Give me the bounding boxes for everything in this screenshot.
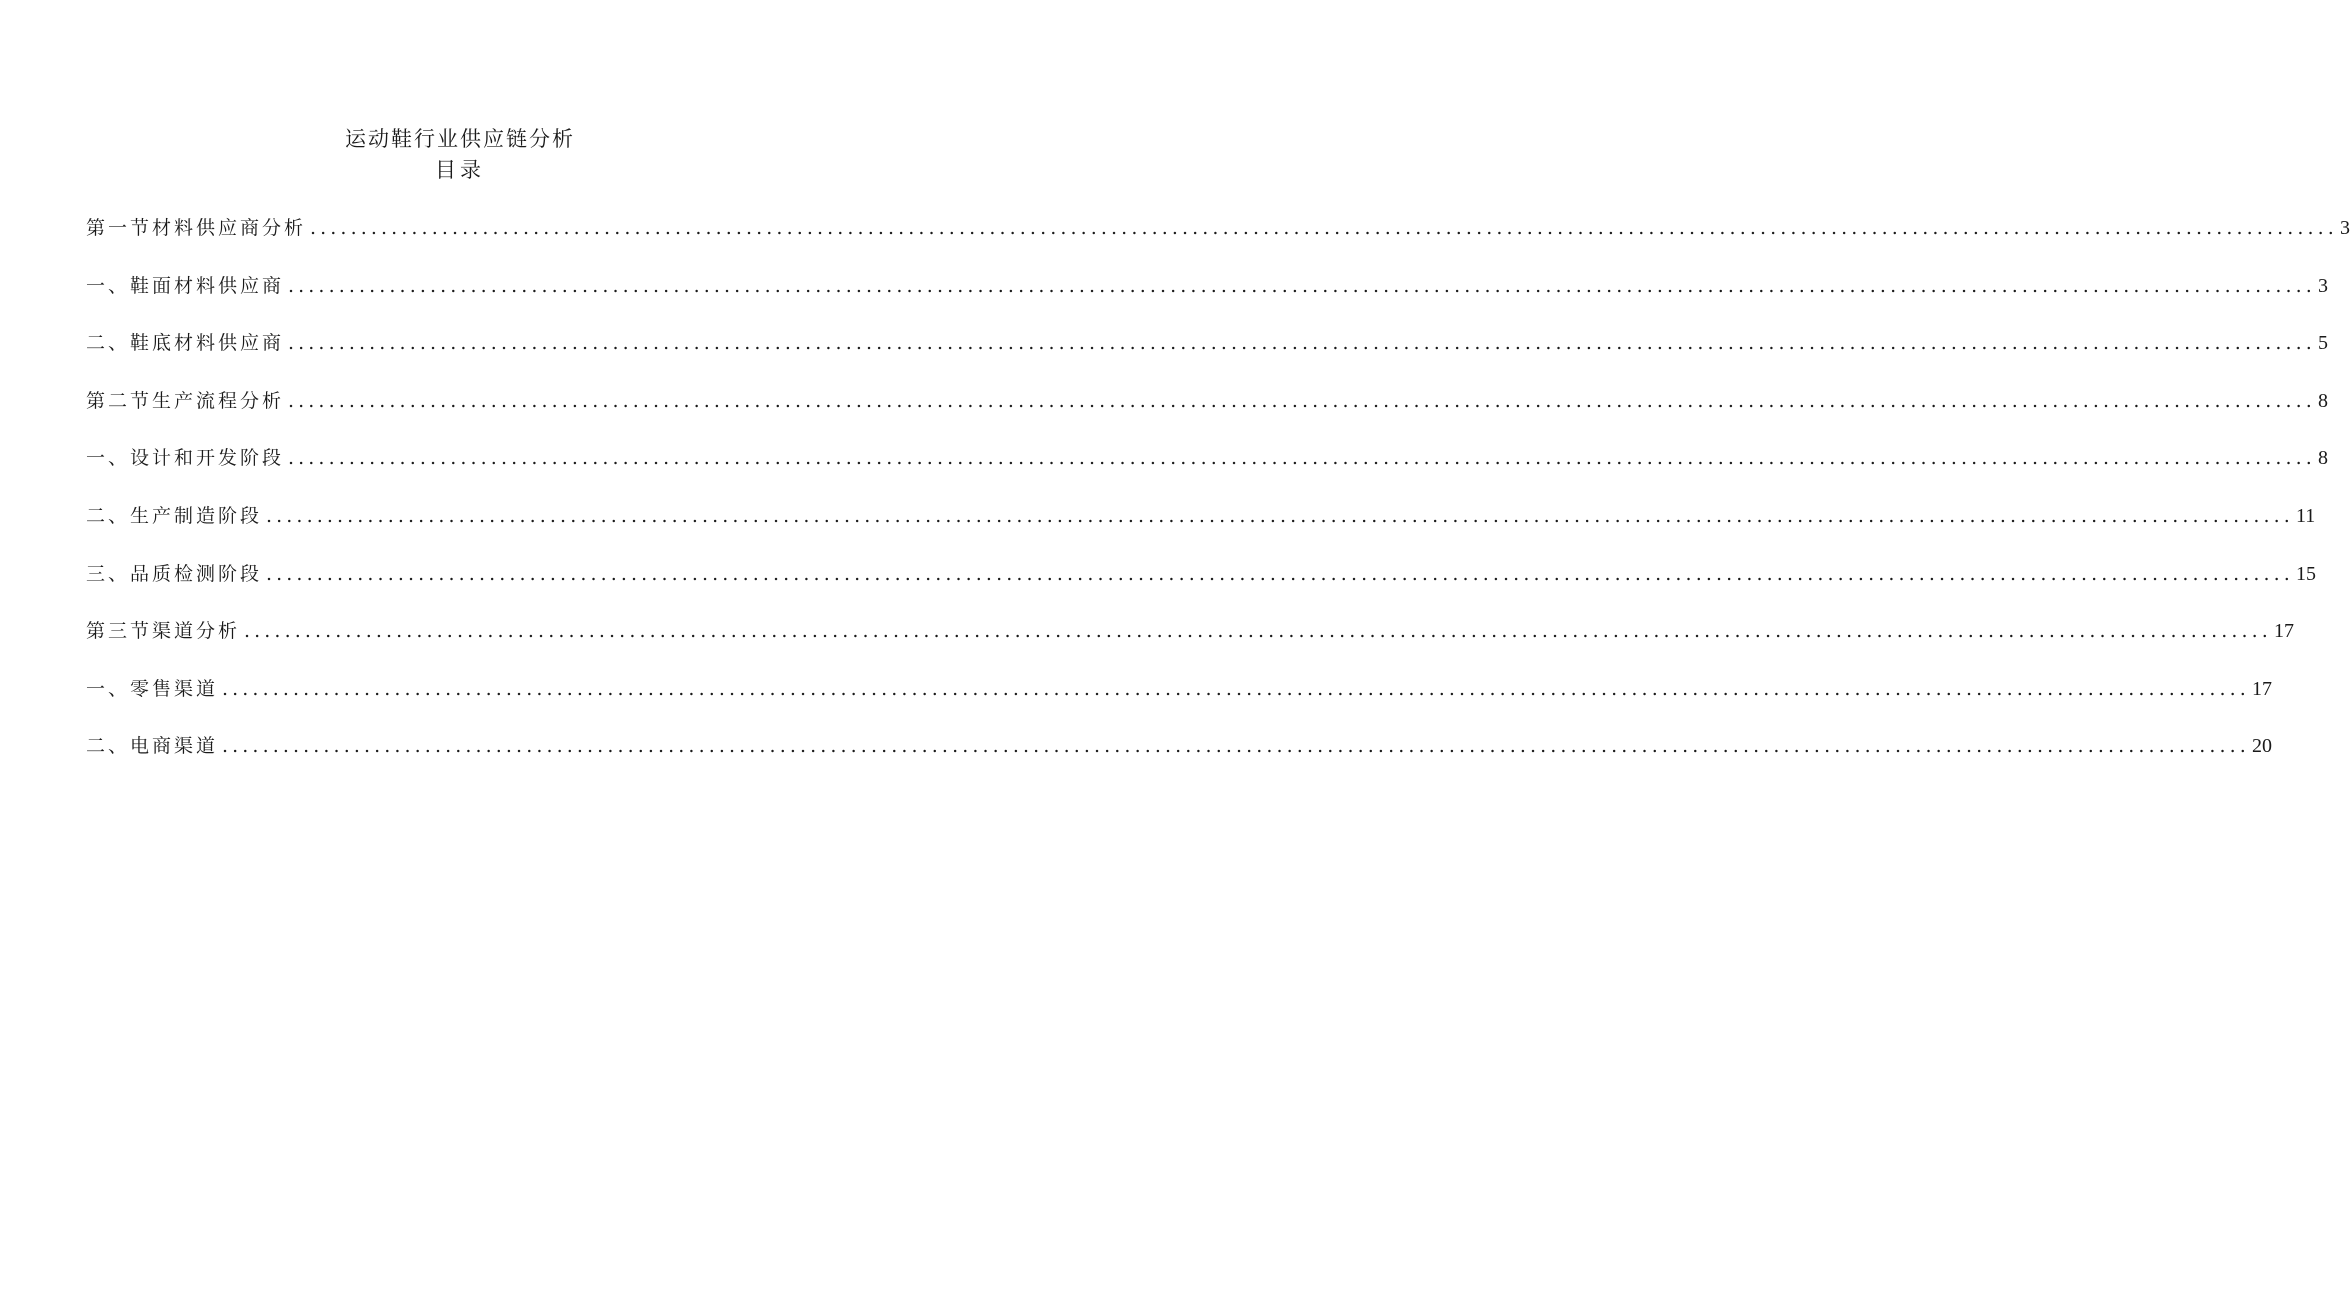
toc-entry-label: 第三节渠道分析 [86,620,241,643]
toc-entry-label: 三、品质检测阶段 [86,562,263,585]
table-of-contents [86,212,2350,788]
toc-entry-section-2[interactable] [86,385,2328,443]
toc-entry-section-1[interactable] [86,212,2350,270]
toc-leader-dots: ........................................................................................................................................................................................................ [288,274,2316,297]
toc-page-number: 8 [2317,389,2328,412]
toc-page-number: 3 [2339,217,2350,239]
toc-leader-dots: ........................................................................................................................................................................................................ [266,504,2294,527]
toc-entry-retail-channel[interactable] [86,673,2272,731]
toc-entry-label: 二、鞋底材料供应商 [86,332,285,355]
toc-entry-label: 二、生产制造阶段 [86,504,263,527]
toc-page-number: 17 [2251,677,2272,700]
toc-page-number: 11 [2295,504,2316,527]
toc-leader-dots: ........................................................................................................................................................................................................ [288,389,2316,412]
toc-page-number: 8 [2317,447,2328,470]
toc-entry-upper-materials[interactable] [86,270,2328,328]
toc-heading: 目录 [435,158,485,182]
toc-page-number: 17 [2273,620,2294,643]
toc-entry-sole-materials[interactable] [86,327,2328,385]
toc-page-number: 20 [2251,735,2272,758]
toc-leader-dots: ........................................................................................................................................................................................................ [222,677,2250,700]
document-title: 运动鞋行业供应链分析 [345,127,575,151]
toc-entry-design-stage[interactable] [86,442,2328,500]
toc-leader-dots: ........................................................................................................................................................................................................ [244,620,2272,643]
toc-entry-manufacturing-stage[interactable] [86,500,2316,558]
toc-leader-dots: ........................................................................................................................................................................................................ [288,332,2316,355]
toc-entry-label: 一、零售渠道 [86,677,219,700]
toc-leader-dots: ........................................................................................................................................................................................................ [222,735,2250,758]
toc-leader-dots: ........................................................................................................................................................................................................ [288,447,2316,470]
toc-entry-label: 二、电商渠道 [86,735,219,758]
toc-entry-ecommerce-channel[interactable] [86,730,2272,788]
toc-entry-label: 一、鞋面材料供应商 [86,274,285,297]
toc-entry-label: 第二节生产流程分析 [86,389,285,412]
toc-leader-dots: ........................................................................................................................................................................................................ [310,217,2338,239]
toc-leader-dots: ........................................................................................................................................................................................................ [266,562,2294,585]
toc-entry-label: 一、设计和开发阶段 [86,447,285,470]
toc-entry-label: 第一节材料供应商分析 [86,217,307,239]
toc-page-number: 15 [2295,562,2316,585]
toc-entry-quality-stage[interactable] [86,558,2316,616]
toc-entry-section-3[interactable] [86,615,2294,673]
toc-page-number: 3 [2317,274,2328,297]
toc-page-number: 5 [2317,332,2328,355]
